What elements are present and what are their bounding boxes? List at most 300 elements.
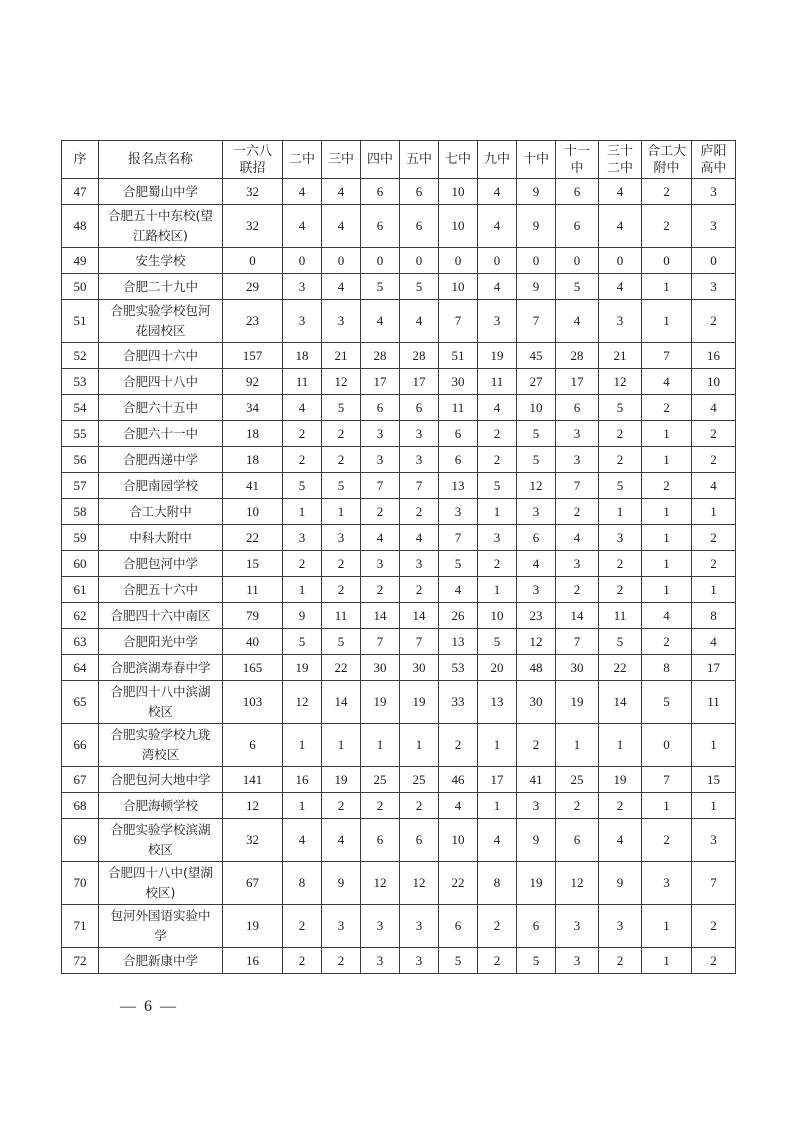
quota-value-cell: 6 — [361, 205, 400, 248]
quota-value-cell: 4 — [283, 205, 322, 248]
quota-value-cell: 5 — [322, 629, 361, 655]
registration-site-name-cell — [99, 473, 223, 499]
quota-value-cell: 12 — [361, 862, 400, 905]
registration-site-name-cell — [99, 274, 223, 300]
registration-site-name-cell — [99, 369, 223, 395]
quota-value-cell: 1 — [556, 724, 599, 767]
quota-value-cell: 5 — [478, 629, 517, 655]
table-row — [62, 369, 736, 395]
quota-value-cell: 1 — [642, 499, 692, 525]
quota-value-cell: 3 — [322, 300, 361, 343]
quota-value-cell: 1 — [283, 499, 322, 525]
quota-value-cell: 3 — [692, 205, 736, 248]
quota-value-cell: 46 — [439, 767, 478, 793]
quota-value-cell: 2 — [556, 499, 599, 525]
quota-value-cell: 2 — [283, 447, 322, 473]
column-header — [99, 141, 223, 179]
quota-value-cell: 2 — [692, 300, 736, 343]
registration-site-name-cell — [99, 793, 223, 819]
table-row — [62, 343, 736, 369]
quota-value-cell: 0 — [361, 248, 400, 274]
row-number-cell: 72 — [62, 948, 99, 974]
site-name-line: 合肥海顿学校 — [122, 797, 198, 813]
quota-value-cell: 3 — [478, 300, 517, 343]
quota-value-cell: 5 — [322, 395, 361, 421]
quota-value-cell: 12 — [517, 629, 556, 655]
column-header — [599, 141, 642, 179]
quota-value-cell: 11 — [692, 681, 736, 724]
quota-value-cell: 14 — [556, 603, 599, 629]
quota-value-cell: 16 — [223, 948, 283, 974]
quota-value-cell: 5 — [642, 681, 692, 724]
registration-site-name-cell — [99, 577, 223, 603]
quota-value-cell: 5 — [517, 447, 556, 473]
quota-value-cell: 6 — [400, 395, 439, 421]
quota-value-cell: 5 — [439, 551, 478, 577]
row-number-cell: 60 — [62, 551, 99, 577]
row-number-cell: 53 — [62, 369, 99, 395]
site-name-line: 合肥实验学校包河 — [110, 303, 211, 318]
table-row — [62, 551, 736, 577]
quota-value-cell: 2 — [599, 577, 642, 603]
site-name-line: 湾校区 — [141, 747, 180, 762]
quota-value-cell: 0 — [283, 248, 322, 274]
row-number-cell: 66 — [62, 724, 99, 767]
quota-value-cell: 3 — [361, 905, 400, 948]
quota-value-cell: 1 — [642, 551, 692, 577]
quota-value-cell: 2 — [599, 421, 642, 447]
quota-value-cell: 4 — [283, 819, 322, 862]
site-name-line: 合肥阳光中学 — [122, 633, 198, 649]
quota-value-cell: 2 — [692, 447, 736, 473]
table-row — [62, 819, 736, 862]
quota-value-cell: 0 — [642, 248, 692, 274]
table-row — [62, 205, 736, 248]
column-header — [517, 141, 556, 179]
quota-value-cell: 30 — [556, 655, 599, 681]
quota-value-cell: 12 — [556, 862, 599, 905]
quota-value-cell: 5 — [599, 629, 642, 655]
site-name-line: 合肥五十中东校(望 — [108, 208, 213, 223]
column-header-line: 二中 — [606, 160, 633, 176]
table-row — [62, 274, 736, 300]
table-row — [62, 248, 736, 274]
quota-value-cell: 4 — [478, 179, 517, 205]
column-header-line: 报名点名称 — [127, 152, 193, 167]
quota-value-cell: 19 — [400, 681, 439, 724]
row-number-cell: 57 — [62, 473, 99, 499]
quota-value-cell: 2 — [692, 525, 736, 551]
quota-value-cell: 2 — [599, 551, 642, 577]
quota-value-cell: 19 — [283, 655, 322, 681]
quota-value-cell: 23 — [223, 300, 283, 343]
quota-value-cell: 6 — [556, 395, 599, 421]
quota-value-cell: 2 — [478, 905, 517, 948]
quota-value-cell: 3 — [692, 179, 736, 205]
row-number-cell: 67 — [62, 767, 99, 793]
quota-value-cell: 22 — [439, 862, 478, 905]
quota-value-cell: 165 — [223, 655, 283, 681]
quota-value-cell: 14 — [599, 681, 642, 724]
quota-value-cell: 4 — [692, 629, 736, 655]
table-row — [62, 473, 736, 499]
quota-value-cell: 4 — [478, 395, 517, 421]
registration-site-name-cell — [99, 819, 223, 862]
quota-value-cell: 3 — [478, 525, 517, 551]
quota-value-cell: 3 — [400, 447, 439, 473]
quota-value-cell: 20 — [478, 655, 517, 681]
quota-value-cell: 33 — [439, 681, 478, 724]
quota-value-cell: 6 — [517, 905, 556, 948]
table-row — [62, 179, 736, 205]
quota-value-cell: 79 — [223, 603, 283, 629]
quota-value-cell: 1 — [692, 499, 736, 525]
quota-value-cell: 48 — [517, 655, 556, 681]
quota-value-cell: 2 — [599, 793, 642, 819]
quota-value-cell: 6 — [439, 447, 478, 473]
quota-value-cell: 5 — [517, 421, 556, 447]
column-header — [692, 141, 736, 179]
quota-value-cell: 1 — [283, 793, 322, 819]
site-name-line: 合工大附中 — [129, 503, 192, 519]
quota-value-cell: 4 — [556, 300, 599, 343]
registration-site-name-cell — [99, 395, 223, 421]
registration-site-name-cell — [99, 205, 223, 248]
site-name-line: 合肥四十八中 — [122, 373, 198, 389]
quota-value-cell: 3 — [361, 948, 400, 974]
registration-site-name-cell — [99, 905, 223, 948]
quota-value-cell: 4 — [599, 819, 642, 862]
quota-value-cell: 1 — [478, 724, 517, 767]
quota-value-cell: 1 — [692, 577, 736, 603]
quota-value-cell: 17 — [400, 369, 439, 395]
quota-value-cell: 13 — [439, 629, 478, 655]
quota-value-cell: 15 — [692, 767, 736, 793]
quota-value-cell: 1 — [642, 300, 692, 343]
table-row — [62, 603, 736, 629]
quota-value-cell: 1 — [283, 724, 322, 767]
site-name-line: 合肥滨湖寿春中学 — [110, 659, 211, 675]
table-row — [62, 793, 736, 819]
quota-value-cell: 28 — [400, 343, 439, 369]
quota-value-cell: 41 — [223, 473, 283, 499]
column-header-line: 高中 — [700, 160, 727, 176]
quota-value-cell: 9 — [322, 862, 361, 905]
quota-value-cell: 12 — [223, 793, 283, 819]
row-number-cell: 49 — [62, 248, 99, 274]
quota-value-cell: 32 — [223, 179, 283, 205]
quota-value-cell: 3 — [599, 525, 642, 551]
table-row — [62, 499, 736, 525]
table-row — [62, 948, 736, 974]
quota-value-cell: 7 — [642, 343, 692, 369]
registration-site-name-cell — [99, 862, 223, 905]
quota-value-cell: 2 — [478, 447, 517, 473]
row-number-cell: 52 — [62, 343, 99, 369]
quota-value-cell: 4 — [517, 551, 556, 577]
table-row — [62, 300, 736, 343]
column-header — [223, 141, 283, 179]
quota-value-cell: 2 — [322, 948, 361, 974]
row-number-cell: 47 — [62, 179, 99, 205]
quota-value-cell: 7 — [556, 473, 599, 499]
quota-value-cell: 2 — [283, 905, 322, 948]
quota-value-cell: 6 — [556, 819, 599, 862]
quota-value-cell: 19 — [478, 343, 517, 369]
quota-value-cell: 4 — [478, 274, 517, 300]
quota-value-cell: 51 — [439, 343, 478, 369]
quota-value-cell: 19 — [361, 681, 400, 724]
quota-value-cell: 1 — [642, 421, 692, 447]
site-name-line: 合肥南园学校 — [122, 477, 198, 493]
row-number-cell: 58 — [62, 499, 99, 525]
admissions-quota-table — [61, 140, 736, 974]
quota-value-cell: 28 — [556, 343, 599, 369]
site-name-line: 合肥四十八中滨湖 — [110, 684, 211, 699]
quota-value-cell: 0 — [692, 248, 736, 274]
quota-value-cell: 8 — [283, 862, 322, 905]
quota-value-cell: 2 — [400, 499, 439, 525]
quota-value-cell: 27 — [517, 369, 556, 395]
quota-value-cell: 67 — [223, 862, 283, 905]
quota-value-cell: 7 — [361, 473, 400, 499]
quota-value-cell: 4 — [322, 819, 361, 862]
quota-value-cell: 2 — [478, 551, 517, 577]
quota-value-cell: 3 — [322, 905, 361, 948]
column-header — [439, 141, 478, 179]
column-header — [556, 141, 599, 179]
quota-value-cell: 2 — [642, 205, 692, 248]
quota-value-cell: 10 — [223, 499, 283, 525]
registration-site-name-cell — [99, 724, 223, 767]
table-row — [62, 862, 736, 905]
quota-value-cell: 4 — [692, 395, 736, 421]
quota-value-cell: 6 — [556, 205, 599, 248]
quota-value-cell: 141 — [223, 767, 283, 793]
quota-value-cell: 157 — [223, 343, 283, 369]
quota-value-cell: 8 — [692, 603, 736, 629]
quota-value-cell: 19 — [517, 862, 556, 905]
quota-value-cell: 6 — [400, 179, 439, 205]
column-header-line: 庐阳 — [700, 143, 727, 159]
row-number-cell: 62 — [62, 603, 99, 629]
quota-value-cell: 2 — [478, 948, 517, 974]
quota-value-cell: 3 — [692, 274, 736, 300]
column-header — [322, 141, 361, 179]
quota-value-cell: 3 — [517, 499, 556, 525]
quota-value-cell: 0 — [599, 248, 642, 274]
quota-value-cell: 5 — [599, 473, 642, 499]
row-number-cell: 64 — [62, 655, 99, 681]
quota-value-cell: 25 — [400, 767, 439, 793]
site-name-line: 江路校区) — [133, 228, 188, 243]
quota-value-cell: 25 — [556, 767, 599, 793]
row-number-cell: 69 — [62, 819, 99, 862]
quota-value-cell: 2 — [322, 447, 361, 473]
quota-value-cell: 2 — [642, 395, 692, 421]
quota-value-cell: 4 — [692, 473, 736, 499]
column-header-line: 十中 — [522, 152, 549, 167]
registration-site-name-cell — [99, 421, 223, 447]
quota-value-cell: 10 — [517, 395, 556, 421]
quota-value-cell: 3 — [400, 421, 439, 447]
quota-value-cell: 3 — [283, 300, 322, 343]
quota-value-cell: 1 — [692, 793, 736, 819]
column-header — [361, 141, 400, 179]
quota-value-cell: 1 — [478, 499, 517, 525]
quota-value-cell: 5 — [439, 948, 478, 974]
quota-value-cell: 7 — [400, 629, 439, 655]
quota-value-cell: 5 — [361, 274, 400, 300]
quota-value-cell: 0 — [478, 248, 517, 274]
quota-value-cell: 3 — [556, 905, 599, 948]
quota-value-cell: 21 — [322, 343, 361, 369]
quota-value-cell: 0 — [223, 248, 283, 274]
quota-value-cell: 10 — [439, 274, 478, 300]
column-header-line: 二中 — [288, 152, 315, 167]
table-row — [62, 447, 736, 473]
quota-value-cell: 4 — [361, 525, 400, 551]
quota-value-cell: 19 — [322, 767, 361, 793]
column-header-line: 合工大 — [646, 143, 686, 159]
quota-value-cell: 3 — [692, 819, 736, 862]
quota-value-cell: 3 — [556, 551, 599, 577]
quota-value-cell: 2 — [361, 577, 400, 603]
quota-value-cell: 17 — [478, 767, 517, 793]
registration-site-name-cell — [99, 948, 223, 974]
site-name-line: 校区 — [147, 842, 173, 857]
site-name-line: 合肥四十六中 — [122, 347, 198, 363]
page-number: — 6 — — [120, 998, 178, 1015]
quota-value-cell: 3 — [599, 905, 642, 948]
quota-value-cell: 1 — [642, 793, 692, 819]
quota-value-cell: 3 — [361, 447, 400, 473]
site-name-line: 学 — [154, 928, 167, 943]
quota-value-cell: 2 — [692, 421, 736, 447]
registration-site-name-cell — [99, 248, 223, 274]
quota-value-cell: 22 — [599, 655, 642, 681]
quota-value-cell: 9 — [517, 179, 556, 205]
quota-value-cell: 16 — [283, 767, 322, 793]
quota-value-cell: 8 — [478, 862, 517, 905]
site-name-line: 合肥四十八中(望湖 — [108, 865, 213, 880]
quota-value-cell: 7 — [517, 300, 556, 343]
quota-value-cell: 4 — [556, 525, 599, 551]
column-header-line: 三中 — [327, 152, 354, 167]
quota-value-cell: 2 — [692, 905, 736, 948]
quota-value-cell: 53 — [439, 655, 478, 681]
registration-site-name-cell — [99, 300, 223, 343]
quota-value-cell: 41 — [517, 767, 556, 793]
quota-value-cell: 2 — [599, 447, 642, 473]
quota-value-cell: 5 — [478, 473, 517, 499]
row-number-cell: 51 — [62, 300, 99, 343]
quota-value-cell: 32 — [223, 819, 283, 862]
column-header-line: 十一 — [563, 143, 590, 159]
quota-value-cell: 0 — [517, 248, 556, 274]
quota-value-cell: 18 — [223, 447, 283, 473]
quota-value-cell: 1 — [642, 905, 692, 948]
quota-value-cell: 7 — [642, 767, 692, 793]
site-name-line: 合肥实验学校滨湖 — [110, 822, 211, 837]
quota-value-cell: 103 — [223, 681, 283, 724]
quota-value-cell: 30 — [361, 655, 400, 681]
quota-value-cell: 11 — [478, 369, 517, 395]
registration-site-name-cell — [99, 499, 223, 525]
quota-value-cell: 5 — [322, 473, 361, 499]
quota-value-cell: 2 — [642, 629, 692, 655]
site-name-line: 花园校区 — [135, 323, 186, 338]
site-name-line: 合肥新康中学 — [122, 952, 198, 968]
site-name-line: 安生学校 — [135, 252, 186, 268]
quota-value-cell: 5 — [283, 473, 322, 499]
table-row — [62, 577, 736, 603]
column-header — [642, 141, 692, 179]
registration-site-name-cell — [99, 655, 223, 681]
quota-value-cell: 9 — [599, 862, 642, 905]
quota-value-cell: 6 — [361, 179, 400, 205]
site-name-line: 合肥二十九中 — [122, 278, 198, 294]
quota-value-cell: 6 — [517, 525, 556, 551]
quota-value-cell: 3 — [283, 525, 322, 551]
row-number-cell: 50 — [62, 274, 99, 300]
quota-value-cell: 2 — [599, 948, 642, 974]
quota-value-cell: 6 — [400, 819, 439, 862]
quota-value-cell: 34 — [223, 395, 283, 421]
registration-site-name-cell — [99, 629, 223, 655]
quota-value-cell: 3 — [517, 577, 556, 603]
quota-value-cell: 1 — [478, 577, 517, 603]
quota-value-cell: 1 — [478, 793, 517, 819]
quota-value-cell: 14 — [361, 603, 400, 629]
quota-value-cell: 12 — [599, 369, 642, 395]
quota-value-cell: 1 — [322, 499, 361, 525]
quota-value-cell: 4 — [599, 205, 642, 248]
quota-value-cell: 14 — [400, 603, 439, 629]
quota-value-cell: 30 — [400, 655, 439, 681]
table-header-row — [62, 141, 736, 179]
quota-value-cell: 1 — [322, 724, 361, 767]
quota-value-cell: 29 — [223, 274, 283, 300]
quota-value-cell: 13 — [439, 473, 478, 499]
table-row — [62, 905, 736, 948]
quota-value-cell: 4 — [361, 300, 400, 343]
quota-value-cell: 2 — [283, 551, 322, 577]
quota-value-cell: 2 — [517, 724, 556, 767]
column-header-line: 七中 — [444, 152, 471, 167]
row-number-cell: 70 — [62, 862, 99, 905]
quota-value-cell: 17 — [692, 655, 736, 681]
quota-value-cell: 40 — [223, 629, 283, 655]
site-name-line: 合肥西递中学 — [122, 451, 198, 467]
quota-value-cell: 0 — [642, 724, 692, 767]
site-name-line: 合肥四十六中南区 — [110, 607, 211, 623]
quota-value-cell: 11 — [599, 603, 642, 629]
quota-value-cell: 5 — [283, 629, 322, 655]
row-number-cell: 59 — [62, 525, 99, 551]
quota-value-cell: 1 — [400, 724, 439, 767]
quota-value-cell: 92 — [223, 369, 283, 395]
quota-value-cell: 2 — [556, 577, 599, 603]
quota-value-cell: 6 — [400, 205, 439, 248]
row-number-cell: 56 — [62, 447, 99, 473]
quota-value-cell: 6 — [361, 819, 400, 862]
quota-value-cell: 1 — [599, 499, 642, 525]
quota-value-cell: 19 — [599, 767, 642, 793]
quota-value-cell: 11 — [439, 395, 478, 421]
column-header-line: 三十 — [606, 143, 633, 159]
quota-value-cell: 25 — [361, 767, 400, 793]
